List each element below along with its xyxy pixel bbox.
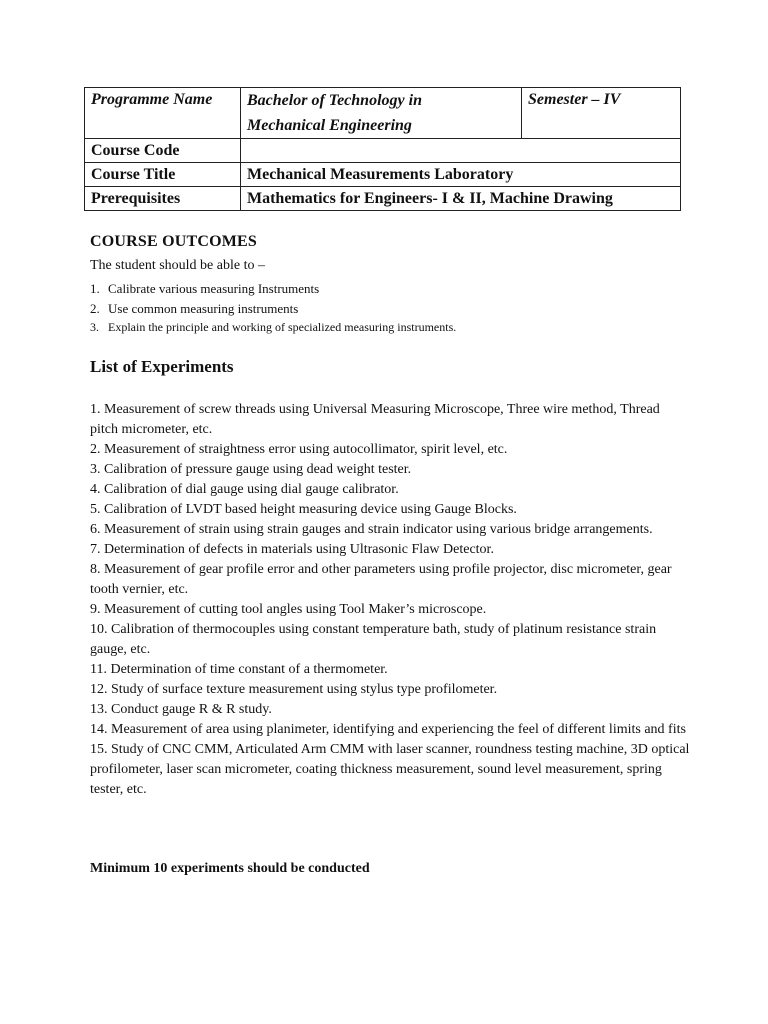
course-title-value: Mechanical Measurements Laboratory <box>241 163 681 187</box>
list-item: 11. Determination of time constant of a thermometer. <box>90 662 388 677</box>
list-item-text: Calibrate various measuring Instruments <box>108 281 320 296</box>
list-item: 6. Measurement of strain using strain gauges and strain indicator using various bridge arrangements. <box>90 522 653 537</box>
list-item: 10. Calibration of thermocouples using constant temperature bath, study of platinum resistance strain gauge, etc. <box>90 622 657 657</box>
course-title-row <box>85 163 681 187</box>
list-item: 8. Measurement of gear profile error and other parameters using profile projector, disc micrometer, gear tooth vernier, etc. <box>90 562 672 597</box>
course-outcomes-intro: The student should be able to – <box>90 258 265 273</box>
experiments-heading: List of Experiments <box>90 357 234 376</box>
course-code-label: Course Code <box>85 139 241 163</box>
list-item: 15. Study of CNC CMM, Articulated Arm CMM with laser scanner, roundness testing machine, 3D optical profilometer, laser scan micrometer, coating thickness measurement, sound level measurement, spring tester, etc. <box>90 742 690 797</box>
list-item-text: Explain the principle and working of specialized measuring instruments. <box>108 320 457 334</box>
list-item: 7. Determination of defects in materials using Ultrasonic Flaw Detector. <box>90 542 494 557</box>
minimum-experiments-note: Minimum 10 experiments should be conducted <box>90 861 370 876</box>
course-info-table <box>84 87 681 211</box>
semester-cell: Semester – IV <box>522 88 681 139</box>
list-item: 13. Conduct gauge R & R study. <box>90 702 272 717</box>
prerequisites-row <box>85 187 681 211</box>
list-item <box>90 299 456 319</box>
list-item: 9. Measurement of cutting tool angles using Tool Maker’s microscope. <box>90 602 487 617</box>
course-code-row <box>85 139 681 163</box>
list-item: 14. Measurement of area using planimeter, identifying and experiencing the feel of different limits and fits <box>90 722 686 737</box>
programme-value <box>241 88 522 139</box>
course-outcomes-heading: COURSE OUTCOMES <box>90 233 258 250</box>
prerequisites-value: Mathematics for Engineers- I & II, Machine Drawing <box>241 187 681 211</box>
list-item: 4. Calibration of dial gauge using dial gauge calibrator. <box>90 482 399 497</box>
list-item-number: 3. <box>90 320 99 334</box>
list-item: 1. Measurement of screw threads using Universal Measuring Microscope, Three wire method, Thread pitch micrometer, etc. <box>90 402 660 437</box>
list-item: 12. Study of surface texture measurement using stylus type profilometer. <box>90 682 498 697</box>
programme-value-line2: Mechanical Engineering <box>247 117 412 134</box>
course-code-value <box>241 139 681 163</box>
course-outcomes-list <box>90 279 456 338</box>
experiments-list <box>90 400 690 800</box>
programme-row <box>85 88 681 139</box>
programme-value-line1: Bachelor of Technology in <box>247 92 422 109</box>
course-title-label: Course Title <box>85 163 241 187</box>
list-item-number: 1. <box>90 281 100 296</box>
list-item-text: Use common measuring instruments <box>108 300 299 316</box>
programme-label: Programme Name <box>85 88 241 139</box>
list-item-number: 2. <box>90 300 100 316</box>
list-item: 5. Calibration of LVDT based height measuring device using Gauge Blocks. <box>90 502 517 517</box>
list-item <box>90 318 456 338</box>
list-item <box>90 279 456 299</box>
list-item: 2. Measurement of straightness error using autocollimator, spirit level, etc. <box>90 442 508 457</box>
list-item: 3. Calibration of pressure gauge using dead weight tester. <box>90 462 412 477</box>
prerequisites-label: Prerequisites <box>85 187 241 211</box>
